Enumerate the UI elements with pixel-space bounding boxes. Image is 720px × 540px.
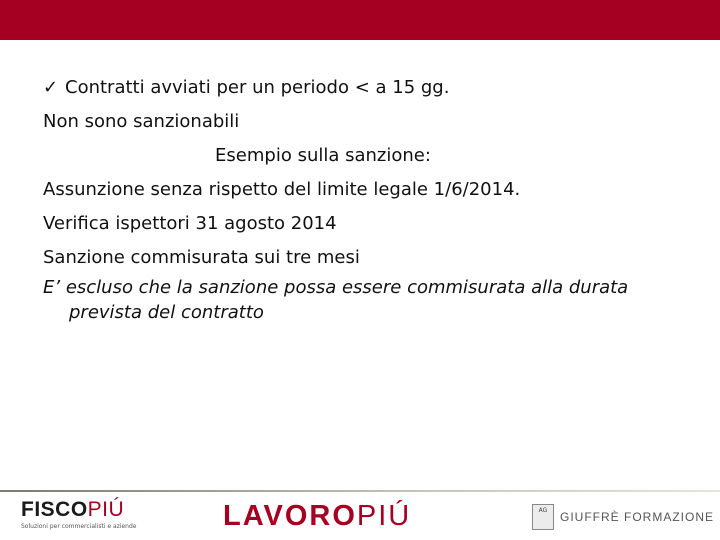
text-line: Sanzione commisurata sui tre mesi	[43, 247, 360, 268]
fiscopiu-tagline: Soluzioni per commercialisti e aziende	[21, 523, 137, 530]
footer	[0, 492, 720, 540]
top-banner	[0, 0, 720, 40]
giuffre-mark-icon: AG	[532, 504, 554, 530]
text-line: Non sono sanzionabili	[43, 111, 240, 132]
giuffre-logo-text: GIUFFRÈ FORMAZIONE	[560, 510, 714, 524]
example-heading: Esempio sulla sanzione:	[215, 145, 431, 166]
italic-note	[43, 275, 693, 325]
checkmark-icon: ✓	[43, 77, 59, 98]
lavoropiu-logo-text: LAVORO	[223, 500, 357, 532]
slide-body	[43, 71, 693, 325]
bullet-text: Contratti avviati per un periodo < a 15 gg.	[65, 77, 450, 98]
text-line: Verifica ispettori 31 agosto 2014	[43, 213, 337, 234]
lavoropiu-logo-accent: PIÚ	[356, 500, 412, 532]
fiscopiu-logo-text: FISCO	[21, 498, 88, 521]
checked-bullet	[43, 71, 693, 105]
italic-note-line2: prevista del contratto	[69, 302, 264, 323]
giuffre-formazione-logo	[532, 504, 714, 530]
fiscopiu-logo-accent: PIÚ	[87, 498, 125, 521]
italic-note-line1: E’ escluso che la sanzione possa essere commisurata alla durata	[43, 277, 629, 298]
text-line: Assunzione senza rispetto del limite legale 1/6/2014.	[43, 179, 521, 200]
lavoropiu-logo	[223, 500, 411, 532]
fiscopiu-logo	[21, 498, 137, 531]
